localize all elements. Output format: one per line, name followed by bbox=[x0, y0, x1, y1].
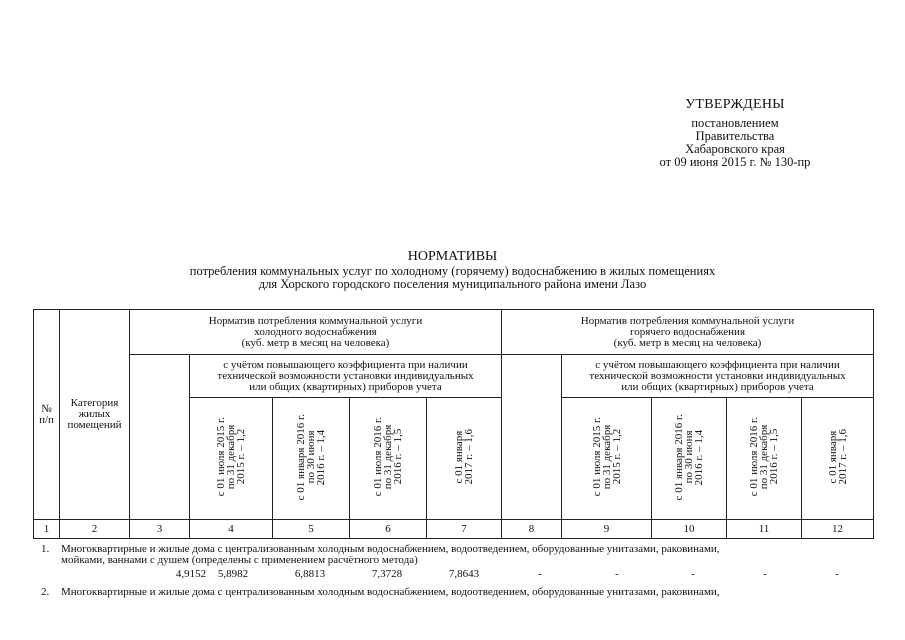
document-title: НОРМАТИВЫ bbox=[407, 249, 498, 264]
document-subtitle-line-2: для Хорского городского поселения муниципального района имени Лазо bbox=[258, 277, 647, 291]
column-number-row bbox=[34, 520, 874, 539]
value-cell: 6,8813 bbox=[294, 568, 326, 580]
value-cell: - bbox=[615, 568, 619, 580]
header-cold-period-3: с 01 июля 2016 г. по 31 декабря 2016 г. – 1,5 bbox=[350, 398, 427, 520]
header-category: Категория жилых помещений bbox=[60, 310, 130, 520]
table-row-2 bbox=[33, 587, 873, 598]
norms-table bbox=[33, 309, 874, 539]
approval-line-3: Хабаровского края bbox=[685, 142, 785, 156]
header-cold-water: Норматив потребления коммунальной услуги холодного водоснабжения (куб. метр в месяц на человека) bbox=[130, 310, 502, 355]
approval-line-4: от 09 июня 2015 г. № 130-пр bbox=[659, 155, 811, 169]
row-1-values bbox=[33, 569, 873, 583]
header-hot-period-2: с 01 января 2016 г. по 30 июня 2016 г. – 1,4 bbox=[652, 398, 727, 520]
column-number: 7 bbox=[427, 520, 502, 539]
row-number: 1. bbox=[41, 543, 50, 555]
value-cell: 5,8982 bbox=[217, 568, 249, 580]
row-number: 2. bbox=[41, 586, 50, 598]
header-hot-base bbox=[502, 355, 562, 520]
header-cold-period-4: с 01 января 2017 г. – 1,6 bbox=[427, 398, 502, 520]
row-description: мойками, ваннами с душем (определены с применением расчётного метода) bbox=[61, 554, 418, 566]
column-number: 10 bbox=[652, 520, 727, 539]
column-number: 4 bbox=[190, 520, 273, 539]
column-number: 1 bbox=[34, 520, 60, 539]
header-cold-period-2: с 01 января 2016 г. по 30 июня 2016 г. – 1,4 bbox=[273, 398, 350, 520]
header-cold-base bbox=[130, 355, 190, 520]
column-number: 3 bbox=[130, 520, 190, 539]
value-cell: - bbox=[538, 568, 542, 580]
value-cell: 7,8643 bbox=[448, 568, 480, 580]
value-cell: - bbox=[763, 568, 767, 580]
header-cold-period-1: с 01 июля 2015 г. по 31 декабря 2015 г. – 1,2 bbox=[190, 398, 273, 520]
approval-title: УТВЕРЖДЕНЫ bbox=[685, 97, 785, 112]
header-hot-period-3: с 01 июля 2016 г. по 31 декабря 2016 г. – 1,5 bbox=[727, 398, 802, 520]
value-cell: - bbox=[835, 568, 839, 580]
column-number: 12 bbox=[802, 520, 874, 539]
approval-line-1: постановлением bbox=[691, 116, 779, 130]
column-number: 9 bbox=[562, 520, 652, 539]
value-cell: 7,3728 bbox=[371, 568, 403, 580]
header-hot-period-1: с 01 июля 2015 г. по 31 декабря 2015 г. – 1,2 bbox=[562, 398, 652, 520]
column-number: 6 bbox=[350, 520, 427, 539]
table-row-1 bbox=[33, 544, 873, 566]
column-number: 5 bbox=[273, 520, 350, 539]
column-number: 8 bbox=[502, 520, 562, 539]
header-cold-coefficient: с учётом повышающего коэффициента при наличии технической возможности установки индивидуальных или общих (квартирных) приборов учета bbox=[190, 355, 502, 398]
approval-block bbox=[640, 98, 830, 169]
column-number: 2 bbox=[60, 520, 130, 539]
document-subtitle-line-1: потребления коммунальных услуг по холодному (горячему) водоснабжению в жилых помещениях bbox=[189, 264, 716, 278]
value-cell: - bbox=[691, 568, 695, 580]
header-hot-period-4: с 01 января 2017 г. – 1,6 bbox=[802, 398, 874, 520]
header-hot-coefficient: с учётом повышающего коэффициента при наличии технической возможности установки индивидуальных или общих (квартирных) приборов учета bbox=[562, 355, 874, 398]
column-number: 11 bbox=[727, 520, 802, 539]
document-subtitle bbox=[0, 265, 905, 291]
table-body bbox=[33, 544, 873, 598]
value-cell: 4,9152 bbox=[175, 568, 207, 580]
row-description: Многоквартирные и жилые дома с централизованным холодным водоснабжением, водоотведением, оборудованные унитазами, раковинами, bbox=[61, 586, 720, 598]
header-number: № п/п bbox=[34, 310, 60, 520]
row-description: Многоквартирные и жилые дома с централизованным холодным водоснабжением, водоотведением, оборудованные унитазами, раковинами, bbox=[61, 543, 720, 555]
approval-line-2: Правительства bbox=[695, 129, 775, 143]
header-hot-water: Норматив потребления коммунальной услуги горячего водоснабжения (куб. метр в месяц на человека) bbox=[502, 310, 874, 355]
